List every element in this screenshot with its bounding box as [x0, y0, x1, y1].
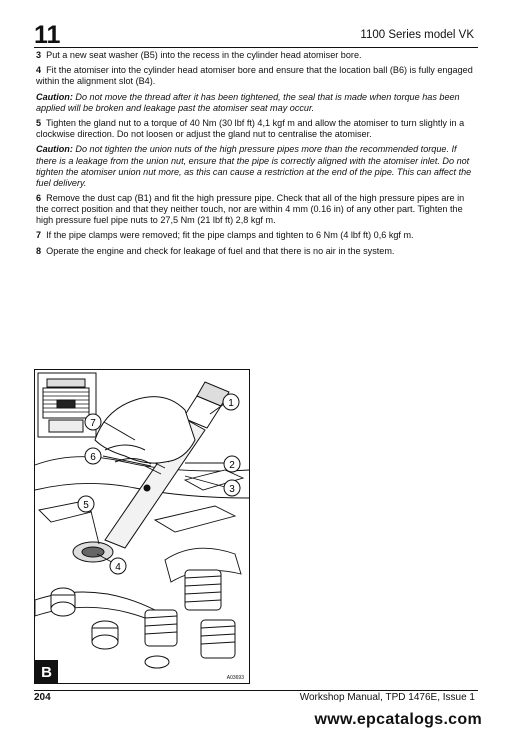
step-3 — [36, 50, 476, 61]
step-text: Operate the engine and check for leakage of fuel and that there is no air in the system. — [46, 245, 395, 256]
figure-code: A03693 — [226, 675, 244, 681]
callout-label: 6 — [90, 452, 96, 463]
model-title: 1100 Series model VK — [360, 29, 474, 41]
step-number: 6 — [36, 192, 42, 203]
valve-springs — [145, 570, 235, 658]
callout-1 — [223, 394, 239, 410]
step-5 — [36, 118, 476, 140]
callout-label: 1 — [228, 398, 234, 409]
step-text: Put a new seat washer (B5) into the recess in the cylinder head atomiser bore. — [46, 50, 362, 60]
step-8 — [36, 246, 476, 257]
seat-washer — [82, 547, 104, 557]
callout-4 — [110, 558, 126, 574]
chapter-number: 11 — [34, 21, 61, 49]
caution-text: Do not move the thread after it has been tightened, the seal that is made when torque has been applied will be broken and leakage past the atomiser seat may occur. — [36, 91, 460, 113]
step-text: If the pipe clamps were removed; fit the pipe clamps and tighten to 6 Nm (4 lbf ft) 0,6 kgf m. — [46, 230, 414, 241]
callout-7 — [85, 414, 101, 430]
illustration-drawing — [35, 370, 249, 683]
step-number: 8 — [36, 245, 42, 256]
callout-label: 3 — [229, 484, 235, 495]
step-text: Fit the atomiser into the cylinder head atomiser bore and ensure that the location ball (B6) is fully engaged within the alignment slot (B4). — [36, 65, 473, 87]
callout-3 — [224, 480, 240, 496]
step-number: 3 — [36, 50, 42, 60]
caution-label: Caution: — [36, 91, 73, 102]
figure-letter: B — [41, 664, 52, 681]
step-6 — [36, 193, 476, 226]
watermark: www.epcatalogs.com — [314, 711, 482, 728]
inset-base — [49, 420, 83, 432]
header-rule — [34, 47, 478, 48]
step-text: Remove the dust cap (B1) and fit the high pressure pipe. Check that all of the high pressure pipes are in the correct position and that they neither touch, nor are within 4 mm (0.16 in) of any other part. Tighten the high pressure fuel pipe nuts to 27,5 Nm (21 lbf ft) 2,8 kgf m. — [36, 192, 465, 226]
footer-rule — [34, 690, 478, 691]
callout-6 — [85, 448, 101, 464]
step-4 — [36, 65, 476, 87]
page-number: 204 — [34, 692, 51, 703]
inset-location-ball — [57, 400, 75, 408]
inset-thread-cap — [47, 379, 85, 387]
hand — [95, 397, 195, 463]
step-number: 5 — [36, 118, 42, 129]
caution-note — [36, 92, 476, 114]
callout-5 — [78, 496, 94, 512]
atomiser-illustration — [34, 369, 250, 684]
callout-label: 2 — [229, 460, 235, 471]
caution-note — [36, 144, 476, 188]
manual-reference: Workshop Manual, TPD 1476E, Issue 1 — [299, 692, 475, 703]
callout-label: 5 — [83, 500, 89, 511]
callout-label: 4 — [115, 562, 121, 573]
step-7 — [36, 230, 476, 241]
callout-label: 7 — [90, 418, 96, 429]
caution-text: Do not tighten the union nuts of the high pressure pipes more than the recommended torque. If there is a leakage from the union nut, ensure that the pipe is correctly aligned with the atomiser inlet. Do not tighten the atomiser union nut more, as this can cause a restriction at the end of the pipe. This can affect the fuel delivery. — [36, 144, 472, 188]
step-text: Tighten the gland nut to a torque of 40 Nm (30 lbf ft) 4,1 kgf m and allow the atomiser to turn slightly in a clockwise direction. Do not loosen or adjust the gland nut to centralise the atomiser. — [36, 118, 465, 140]
caution-label: Caution: — [36, 144, 73, 155]
step-number: 7 — [36, 230, 42, 241]
step-number: 4 — [36, 65, 42, 76]
callout-2 — [224, 456, 240, 472]
procedure-text — [36, 50, 476, 261]
